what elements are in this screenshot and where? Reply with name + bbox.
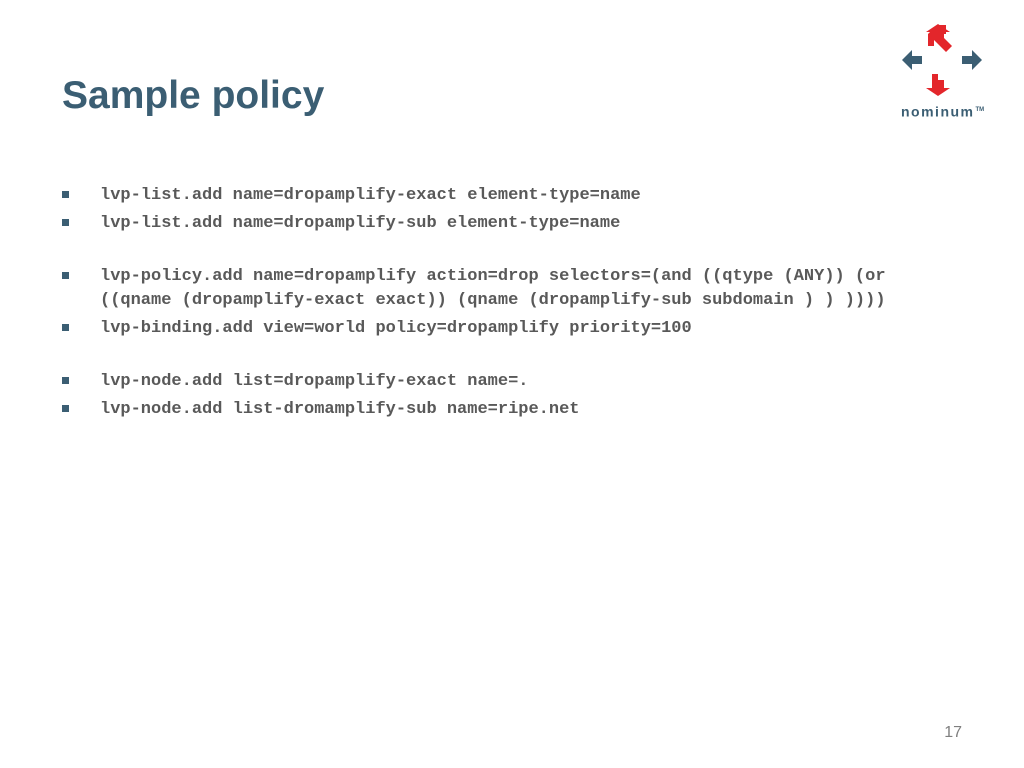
bullet-square-icon xyxy=(62,377,69,384)
page-number: 17 xyxy=(944,724,962,741)
bullet-item xyxy=(62,212,942,236)
bullet-square-icon xyxy=(62,191,69,198)
bullet-item xyxy=(62,370,942,394)
bullet-text: lvp-list.add name=dropamplify-sub element-type=name xyxy=(100,214,621,233)
bullet-text: lvp-node.add list-dromamplify-sub name=ripe.net xyxy=(100,400,580,419)
bullet-text: lvp-list.add name=dropamplify-exact element-type=name xyxy=(100,186,641,205)
bullet-square-icon xyxy=(62,324,69,331)
logo-trademark: TM xyxy=(975,107,985,113)
bullet-item xyxy=(62,317,942,341)
bullet-text: lvp-policy.add name=dropamplify action=drop selectors=(and ((qtype (ANY)) (or ((qname (dropamplify-exact exact)) (qname (dropamplify-sub subdomain ) ) )))) xyxy=(100,267,886,310)
bullet-item xyxy=(62,265,942,313)
bullet-item xyxy=(62,184,942,208)
bullet-item xyxy=(62,398,942,422)
nominum-logo xyxy=(896,20,992,124)
bullet-square-icon xyxy=(62,219,69,226)
bullet-text: lvp-binding.add view=world policy=dropamplify priority=100 xyxy=(100,319,692,338)
logo-wordmark xyxy=(901,102,984,120)
bullet-text: lvp-node.add list=dropamplify-exact name=. xyxy=(100,372,529,391)
bullet-square-icon xyxy=(62,405,69,412)
bullet-list xyxy=(62,184,942,426)
slide-title: Sample policy xyxy=(62,74,325,117)
logo-wordmark-text: nominum xyxy=(901,103,975,120)
bullet-square-icon xyxy=(62,272,69,279)
nominum-arrows-icon xyxy=(896,20,992,100)
